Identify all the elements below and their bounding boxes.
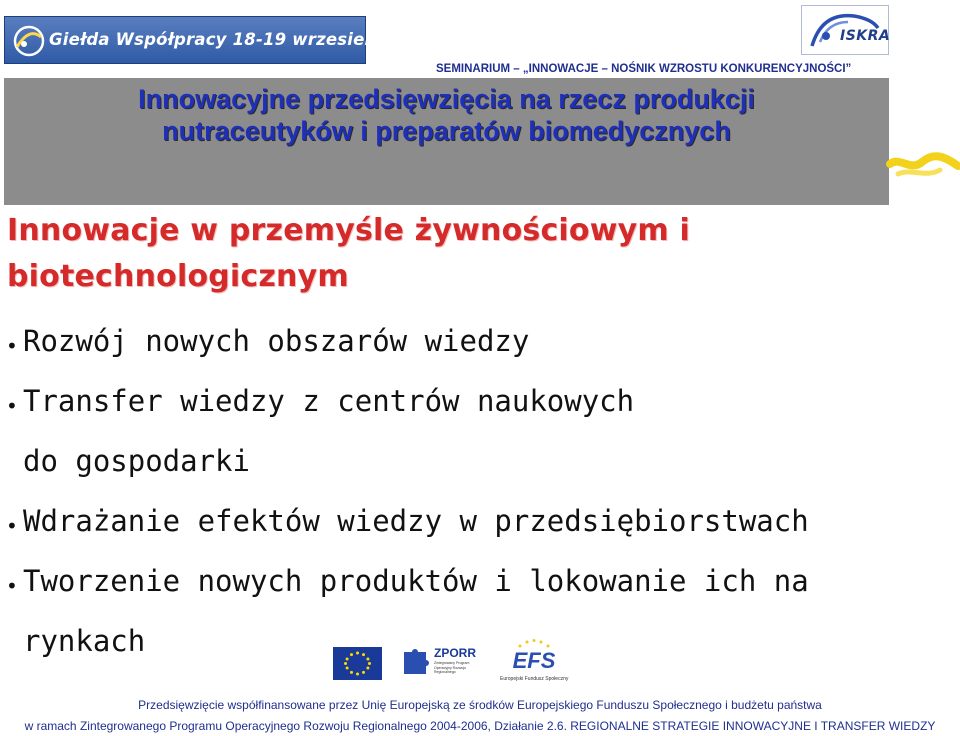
bullet-marker: •	[6, 334, 18, 358]
bullet-text-continuation: rynkach	[23, 624, 146, 658]
bullet-text-continuation: do gospodarki	[23, 444, 250, 478]
bullet-marker: •	[6, 514, 18, 538]
bullet-text: Transfer wiedzy z centrów naukowych	[23, 384, 635, 418]
subtitle-line-2: biotechnologicznym	[7, 259, 349, 294]
zporr-logo-subtitle: Zintegrowany Program Operacyjny Rozwoju Regionalnego	[434, 661, 470, 674]
bullet-text: Rozwój nowych obszarów wiedzy	[23, 324, 530, 358]
bullet-text: Tworzenie nowych produktów i lokowanie ich na	[23, 564, 809, 598]
seminar-heading: SEMINARIUM – „INNOWACJE – NOŚNIK WZROSTU KONKURENCYJNOŚCI”	[436, 63, 852, 75]
title-header	[4, 78, 889, 205]
iskra-logo	[801, 5, 889, 55]
efs-logo	[500, 638, 568, 686]
efs-logo-subtitle: Europejski Fundusz Społeczny	[500, 676, 569, 682]
footer-line-2: w ramach Zintegrowanego Programu Operacyjnego Rozwoju Regionalnego 2004-2006, Działanie 2.6. REGIONALNE STRATEGIE INNOWACYJNE I TRANSFER WIEDZY	[24, 719, 936, 733]
title-line-2: nutraceutyków i preparatów biomedycznych	[162, 116, 731, 146]
subtitle-line-1: Innowacje w przemyśle żywnościowym i	[7, 213, 690, 248]
gielda-banner-text: Giełda Współpracy 18-19 wrzesień 2007	[49, 30, 430, 49]
title-line-1: Innowacyjne przedsięwzięcia na rzecz produkcji	[138, 84, 755, 114]
yellow-decoration-icon	[888, 152, 960, 182]
zporr-logo-title: ZPORR	[434, 646, 476, 660]
efs-logo-title: EFS	[512, 648, 556, 673]
bullet-text: Wdrażanie efektów wiedzy w przedsiębiorstwach	[23, 504, 809, 538]
gielda-logo-icon	[11, 23, 47, 59]
footer-line-1: Przedsięwzięcie współfinansowane przez Unię Europejską ze środków Europejskiego Funduszu Społecznego i budżetu państwa	[138, 698, 822, 712]
zporr-logo	[402, 642, 480, 684]
eu-flag-icon	[333, 647, 382, 680]
gielda-banner	[4, 16, 430, 64]
bullet-marker: •	[6, 394, 18, 418]
zporr-puzzle-icon	[402, 646, 430, 676]
bullet-marker: •	[6, 574, 18, 598]
iskra-logo-text: ISKRA	[840, 28, 891, 44]
